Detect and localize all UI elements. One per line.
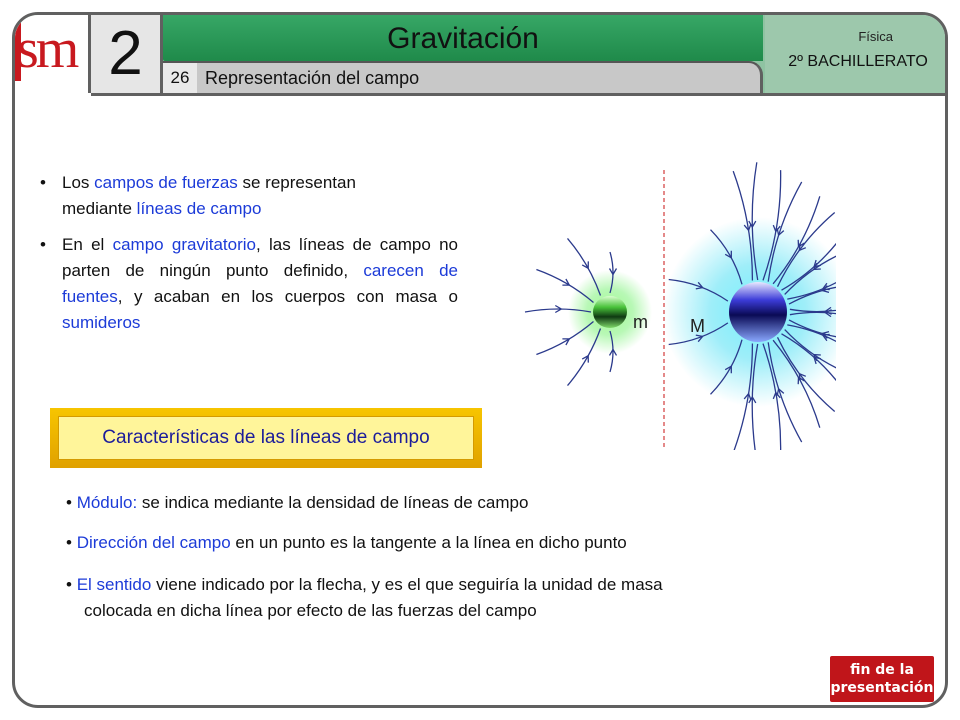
publisher-logo (15, 15, 91, 93)
list-item-module (66, 490, 528, 516)
bullet-icon: • (66, 493, 77, 512)
text-run: , las líneas de campo no parten de ningún punto definido, (62, 235, 459, 280)
chapter-number-box (91, 15, 163, 93)
bullet-icon: • (40, 235, 46, 254)
section-number: 26 (163, 63, 197, 93)
paragraph-line (40, 196, 458, 222)
end-button-line2: presentación (830, 680, 934, 696)
highlight-text: sumideros (62, 313, 141, 332)
highlight-text: líneas de campo (136, 199, 262, 218)
text-run: viene indicado por la flecha, y es el que seguiría la unidad de masa (151, 575, 663, 594)
text-run: se representan (237, 173, 356, 192)
highlight-text: El sentido (76, 575, 152, 594)
course-box (765, 15, 948, 93)
chapter-number: 2 (108, 19, 143, 88)
text-run: Los (62, 173, 95, 192)
end-button-line1: fin de la (850, 662, 914, 678)
highlight-text: Módulo: (76, 493, 138, 512)
text-run: , y acaban en los cuerpos con masa o (117, 287, 458, 306)
paragraph-fields-lines (40, 170, 458, 222)
highlight-text: campos de fuerzas (94, 173, 238, 192)
section-bar (163, 61, 763, 93)
section-title: Representación del campo (205, 68, 420, 88)
gravitational-field-diagram (500, 150, 836, 450)
title-bar (163, 15, 763, 61)
text-run: en un punto es la tangente a la línea en dicho punto (230, 533, 627, 552)
small-mass-label: m (633, 312, 648, 332)
course-label: 2º BACHILLERATO (788, 53, 928, 70)
page-title: Gravitación (387, 22, 539, 55)
list-item-direction (66, 530, 627, 556)
list-item-sense (66, 572, 892, 624)
small-mass-sphere (593, 296, 627, 328)
list-item-continuation: colocada en dicha línea por efecto de las fuerzas del campo (84, 601, 537, 620)
large-mass-label: M (690, 316, 705, 336)
large-mass-sphere (729, 282, 787, 342)
highlight-text: Dirección del campo (76, 533, 231, 552)
highlight-text: carecen de fuentes (62, 261, 458, 306)
end-presentation-button[interactable] (830, 656, 934, 702)
bullet-icon: • (66, 533, 77, 552)
bullet-icon: • (66, 575, 77, 594)
paragraph-row (40, 232, 458, 336)
logo-text: sm (17, 18, 77, 80)
banner-label: Características de las líneas de campo (102, 427, 430, 448)
paragraph-gravitational-field (40, 232, 458, 336)
paragraph-body (62, 232, 458, 336)
text-run: mediante (62, 199, 137, 218)
characteristics-banner (50, 408, 482, 468)
header-divider (91, 93, 948, 96)
text-run: se indica mediante la densidad de líneas de campo (137, 493, 529, 512)
text-run: En el (62, 235, 113, 254)
subject-label: Física (858, 29, 893, 44)
highlight-text: campo gravitatorio (112, 235, 256, 254)
bullet-icon: • (40, 173, 46, 192)
